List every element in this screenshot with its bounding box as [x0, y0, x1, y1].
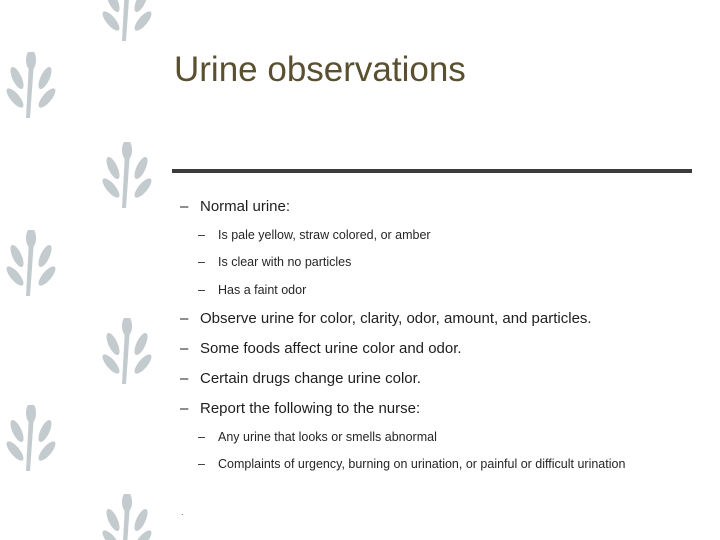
- bullet-item: [180, 310, 592, 327]
- bullet-text: Is clear with no particles: [218, 255, 352, 269]
- leaf-sprig-icon: [4, 52, 60, 122]
- leaf-sprig-icon: [100, 142, 156, 212]
- slide-title: Urine observations: [174, 50, 466, 89]
- bullet-text: Has a faint odor: [218, 283, 307, 297]
- leaf-sprig-icon: [4, 405, 60, 475]
- bullet-dash: –: [180, 198, 189, 215]
- bullet-item: [180, 370, 421, 387]
- bullet-text: Observe urine for color, clarity, odor, amount, and particles.: [200, 310, 592, 327]
- sub-bullet-item: [198, 283, 306, 297]
- sub-bullet-item: [198, 430, 437, 444]
- bullet-item: [180, 340, 462, 357]
- bullet-text: Some foods affect urine color and odor.: [200, 340, 462, 357]
- footer-mark: .: [181, 508, 184, 517]
- bullet-dash: –: [180, 340, 189, 357]
- bullet-text: Is pale yellow, straw colored, or amber: [218, 228, 431, 242]
- bullet-dash: –: [198, 228, 205, 242]
- bullet-dash: –: [180, 370, 189, 387]
- sub-bullet-item: [198, 457, 625, 471]
- sub-bullet-item: [198, 255, 351, 269]
- title-divider: [172, 169, 692, 173]
- bullet-dash: –: [180, 400, 189, 417]
- bullet-text: Complaints of urgency, burning on urination, or painful or difficult urination: [218, 457, 626, 471]
- leaf-sprig-icon: [100, 494, 156, 540]
- bullet-dash: –: [198, 430, 205, 444]
- bullet-item: [180, 198, 290, 215]
- sub-bullet-item: [198, 228, 431, 242]
- bullet-text: Any urine that looks or smells abnormal: [218, 430, 437, 444]
- leaf-sprig-icon: [4, 230, 60, 300]
- bullet-dash: –: [198, 283, 205, 297]
- bullet-item: [180, 400, 420, 417]
- leaf-sprig-icon: [100, 318, 156, 388]
- bullet-text: Report the following to the nurse:: [200, 400, 421, 417]
- bullet-dash: –: [198, 457, 205, 471]
- bullet-text: Certain drugs change urine color.: [200, 370, 421, 387]
- bullet-dash: –: [198, 255, 205, 269]
- leaf-sprig-icon: [100, 0, 156, 45]
- bullet-text: Normal urine:: [200, 198, 291, 215]
- bullet-dash: –: [180, 310, 189, 327]
